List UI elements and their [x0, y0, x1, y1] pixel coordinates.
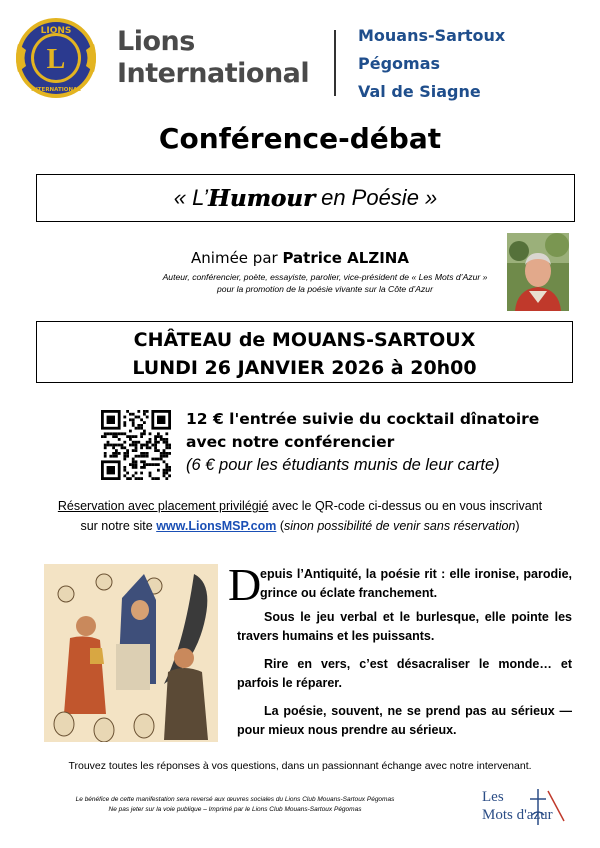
price-info: [186, 408, 566, 477]
reservation-text3: (: [276, 519, 284, 533]
club-name-pegomas: Pégomas: [358, 54, 441, 73]
footnote-line2: Ne pas jeter sur la voie publique – Imprimé par le Lions Club Mouans-Sartoux Pégomas: [108, 806, 362, 813]
reservation-emphasis: Réservation avec placement privilégié: [57, 499, 269, 513]
body-paragraph-4: La poésie, souvent, ne se prend pas au sérieux — pour mieux nous prendre au sérieux.: [237, 704, 572, 737]
header-divider: [334, 30, 336, 96]
speaker-bio-line1: Auteur, conférencier, poète, essayiste, parolier, vice-président de « Les Mots d’Azur »: [162, 272, 488, 282]
venue-box: [36, 321, 573, 383]
drop-cap: D: [228, 559, 262, 610]
body-paragraph-3: Rire en vers, c’est désacraliser le monde… et parfois le réparer.: [237, 657, 572, 690]
venue-date: LUNDI 26 JANVIER 2026 à 20h00: [132, 357, 477, 379]
event-title-box: [36, 174, 575, 222]
logo-top-text: LIONS: [40, 26, 72, 36]
reservation-info: [20, 496, 580, 536]
lions-word: Lions: [117, 26, 195, 57]
price-student: (6 € pour les étudiants munis de leur carte): [186, 456, 500, 474]
speaker-bio: [150, 271, 500, 295]
footnote-line1: Le bénéfice de cette manifestation sera reversé aux œuvres sociales du Lions Club Mouans-Sartoux Pégomas: [75, 796, 395, 803]
website-link[interactable]: www.LionsMSP.com: [156, 519, 277, 533]
title-prefix: « L’: [173, 185, 208, 210]
price-line2: avec notre conférencier: [186, 433, 395, 451]
international-word: International: [117, 58, 310, 89]
club-name-mouans: Mouans-Sartoux: [358, 26, 506, 45]
reservation-text2: sur notre site: [80, 519, 157, 533]
speaker-bio-line2: pour la promotion de la poésie vivante sur la Côte d’Azur: [217, 284, 433, 294]
speaker-intro: Animée par: [191, 249, 283, 267]
logo-letter: L: [46, 44, 66, 75]
partner-line2: Mots d'azur: [482, 807, 553, 823]
title-suffix: en Poésie »: [314, 185, 438, 210]
speaker-name: Patrice ALZINA: [282, 249, 409, 267]
event-type: Conférence-débat: [158, 122, 442, 155]
club-names: [358, 22, 505, 106]
poets-illustration: [44, 564, 218, 742]
partner-line1: Les: [482, 789, 504, 805]
speaker-photo: [507, 233, 569, 311]
lions-logo: [14, 14, 98, 102]
reservation-text4: ): [515, 519, 520, 533]
price-line1: 12 € l'entrée suivie du cocktail dînatoire: [186, 410, 540, 428]
footer-line: Trouvez toutes les réponses à vos questions, dans un passionnant échange avec notre intervenant.: [68, 760, 532, 772]
logo-bottom-text: INTERNATIONAL: [31, 87, 81, 93]
reservation-note: sinon possibilité de venir sans réservation: [284, 519, 516, 533]
venue-place: CHÂTEAU de MOUANS-SARTOUX: [133, 329, 476, 351]
qr-code[interactable]: [101, 410, 171, 480]
club-name-siagne: Val de Siagne: [358, 82, 481, 101]
body-paragraph-1: epuis l’Antiquité, la poésie rit : elle ironise, parodie, grince ou éclate franchement.: [260, 567, 572, 600]
lions-wordmark: [117, 26, 327, 90]
reservation-text1: avec le QR-code ci-dessus ou en vous inscrivant: [268, 499, 543, 513]
footnote: [70, 795, 400, 815]
title-emphasis: Humour: [207, 184, 315, 212]
body-paragraph-2: Sous le jeu verbal et le burlesque, elle pointe les travers humains et les puissants.: [237, 610, 572, 643]
les-mots-dazur-logo: [478, 785, 574, 831]
